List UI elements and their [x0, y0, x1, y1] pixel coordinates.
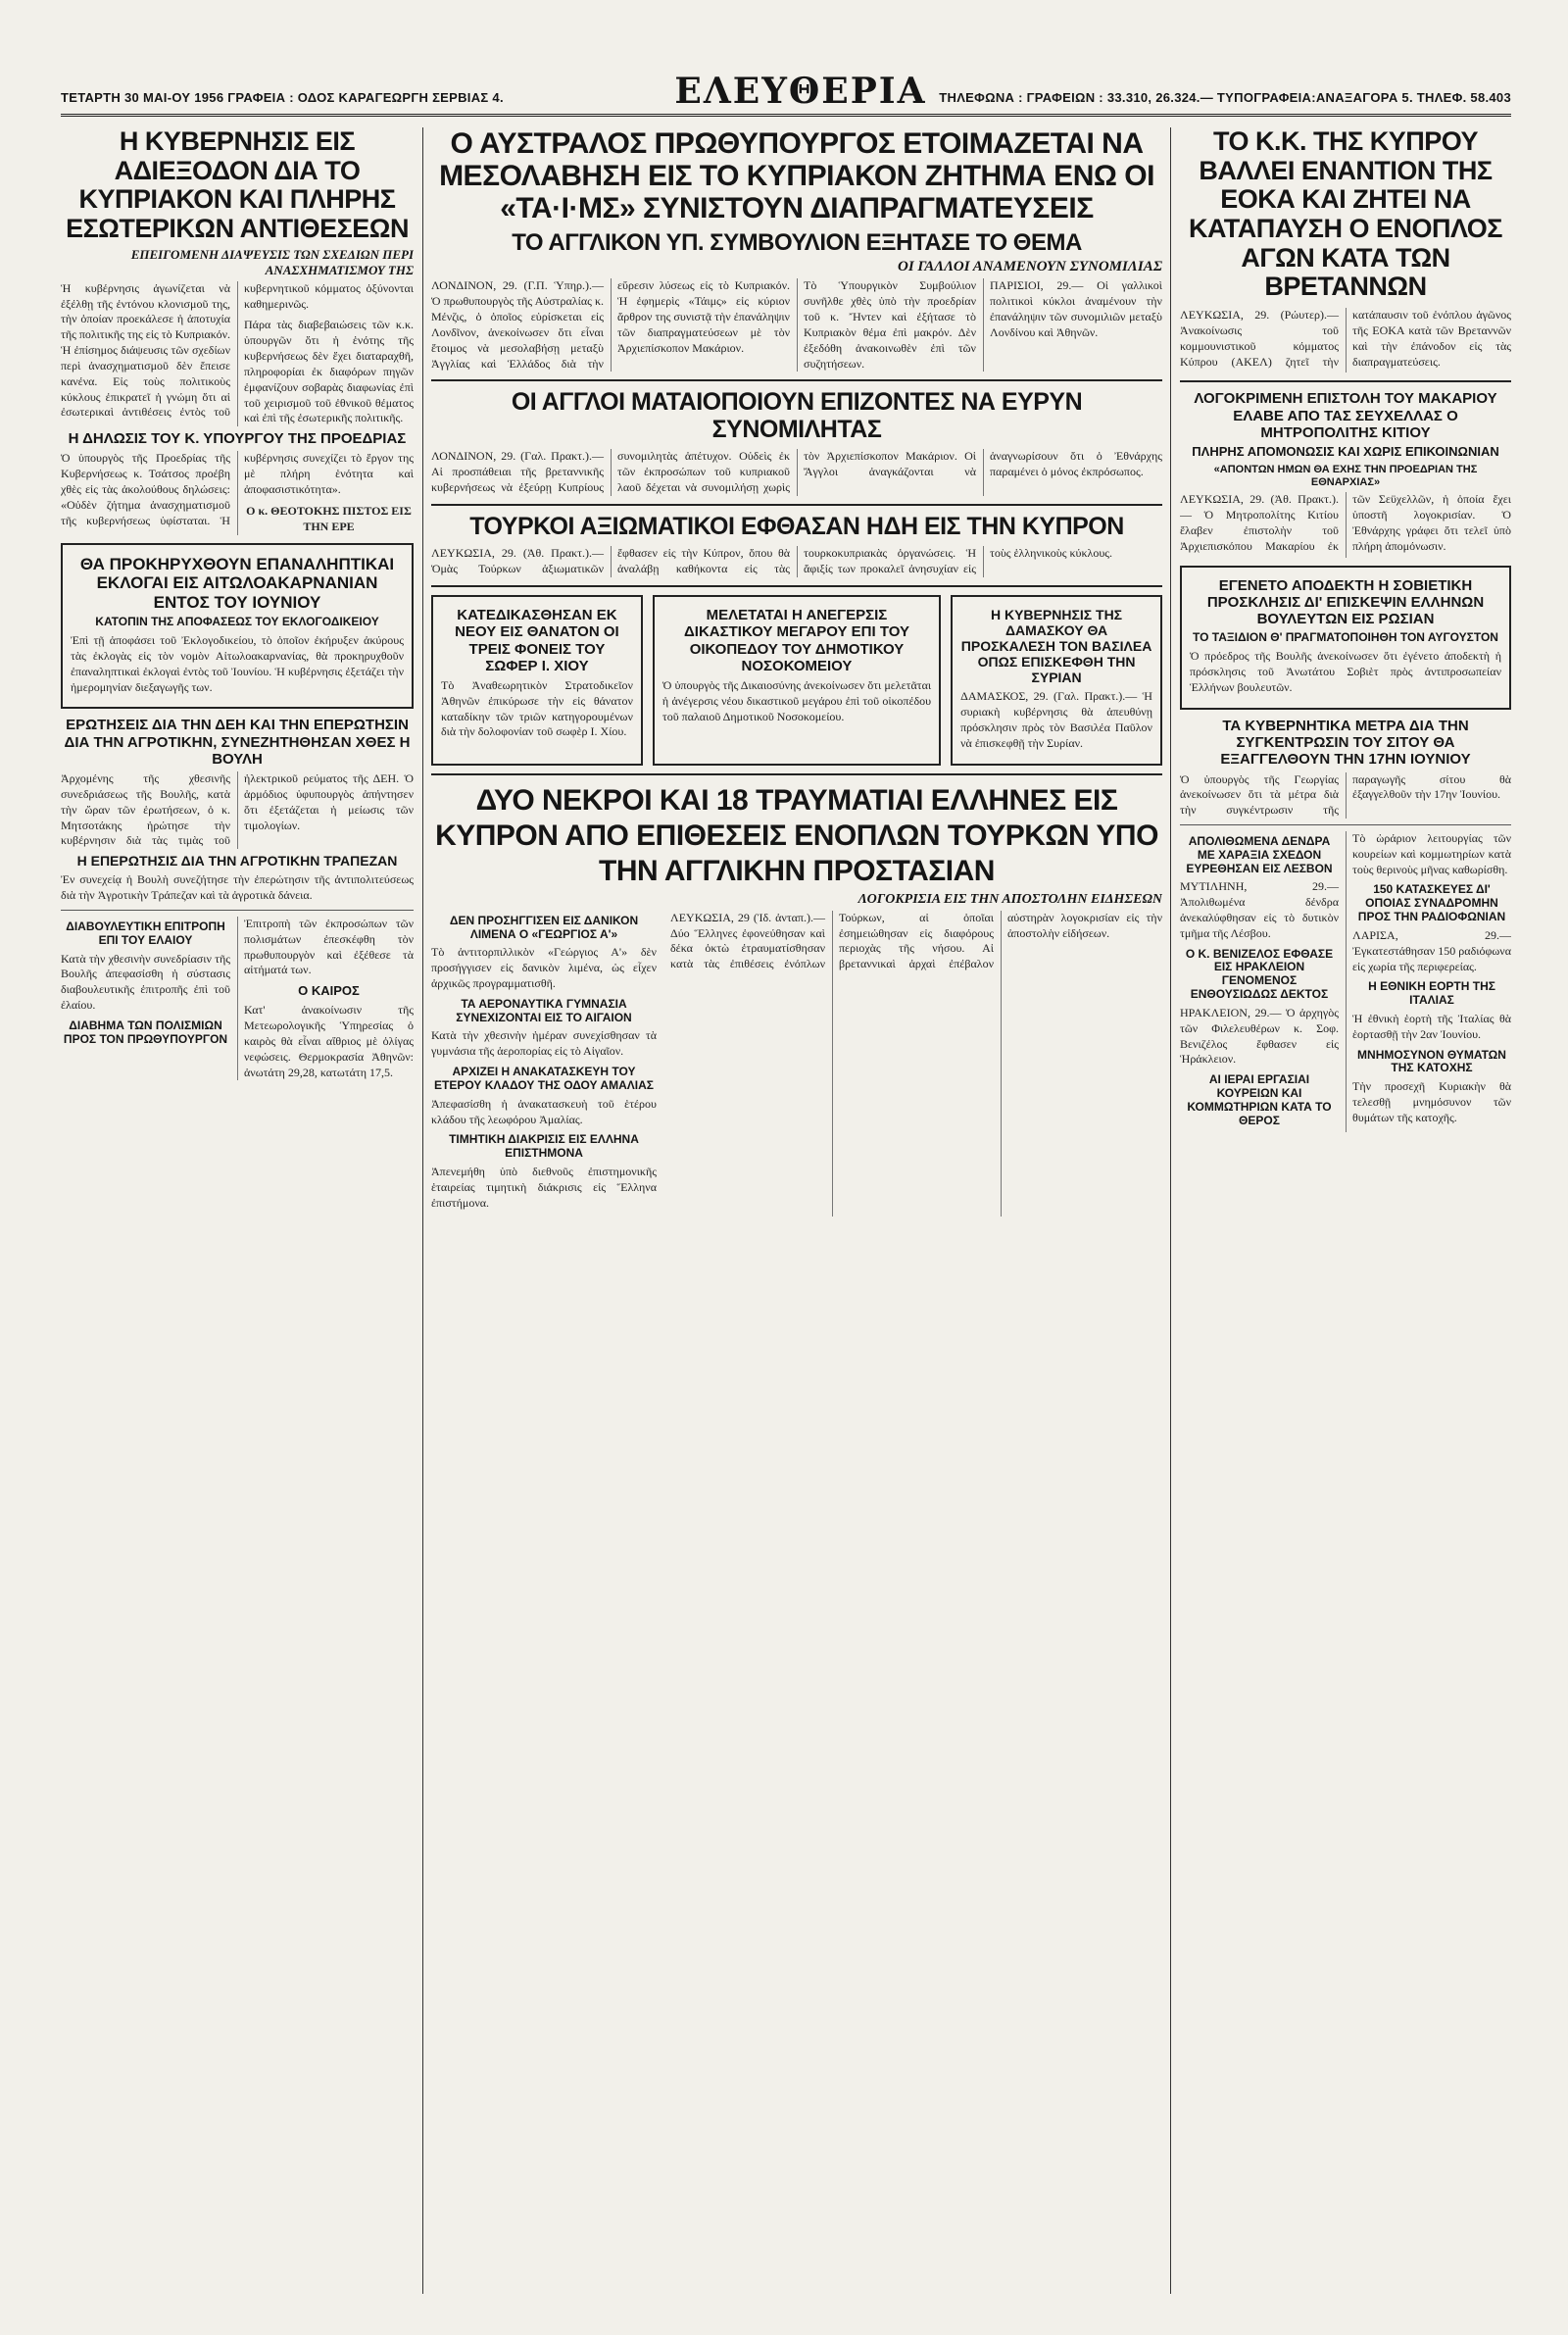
wheat-measures-title: ΤΑ ΚΥΒΕΡΝΗΤΙΚΑ ΜΕΤΡΑ ΔΙΑ ΤΗΝ ΣΥΓΚΕΝΤΡΩΣΙΝ ΤΟΥ ΣΙΤΟΥ ΘΑ ΕΞΑΓΓΕΛΘΟΥΝ ΤΗΝ 17ΗΝ ΙΟΥΝΙΟΥ — [1220, 717, 1471, 769]
turkish-officers-headline: ΤΟΥΡΚΟΙ ΑΞΙΩΜΑΤΙΚΟΙ ΕΦΘΑΣΑΝ ΗΔΗ ΕΙΣ ΤΗΝ ΚΥΠΡΟΝ — [469, 512, 1124, 540]
brief-title: 150 ΚΑΤΑΣΚΕΥΕΣ ΔΙ' ΟΠΟΙΑΣ ΣΥΝΑΔΡΟΜΗΝ ΠΡΟΣ ΤΗΝ ΡΑΔΙΟΦΩΝΙΑΝ — [1357, 882, 1506, 924]
right-paragraph: ΛΕΥΚΩΣΙΑ, 29. (Ἀθ. Πρακτ.).— Ὁ Μητροπολίτης Κιτίου ἔλαβεν ἐπιστολὴν τοῦ Ἀρχιεπισκόπου Μακαρίου ἐκ τῶν Σεϋχελλῶν, ἡ ὁποία ἔχει ὑποστῆ λογοκρισίαν. Ὁ Ἐθνάρχης γράφει ὅτι τελεῖ ὑπὸ πλήρη ἀπομόνωσιν. — [1180, 492, 1511, 553]
left-subhead: ΕΠΕΙΓΟΜΕΝΗ ΔΙΑΨΕΥΣΙΣ ΤΩΝ ΣΧΕΔΙΩΝ ΠΕΡΙ ΑΝΑΣΧΗΜΑΤΙΣΜΟΥ ΤΗΣ — [130, 246, 414, 277]
right-article-body — [1180, 308, 1511, 373]
brief-body: ΛΑΡΙΣΑ, 29.— Ἐγκατεστάθησαν 150 ραδιόφωνα εἰς χωρία τῆς περιφερείας. — [1352, 927, 1511, 973]
british-body — [431, 449, 1162, 495]
brief-title: ΜΝΗΜΟΣΥΝΟΝ ΘΥΜΑΤΩΝ ΤΗΣ ΚΑΤΟΧΗΣ — [1357, 1047, 1506, 1075]
left-column — [61, 127, 414, 2294]
weather-title: Ο ΚΑΙΡΟΣ — [298, 983, 360, 999]
center-paragraph: ΛΟΝΔΙΝΟΝ, 29. (Γαλ. Πρακτ.).— Αἱ προσπάθειαι τῆς βρεταννικῆς κυβερνήσεως νὰ ἐξεύρῃ Κυπρίους συνομιλητὰς ἀπέτυχον. Οὐδεὶς ἐκ τῶν ἐκπροσώπων τοῦ κυπριακοῦ λαοῦ δέχεται νὰ συνομιλήσῃ χωρὶς τὸν Ἀρχιεπίσκοπον Μακάριον. Οἱ Ἄγγλοι ἀναγκάζονται νὰ ἀναγνωρίσουν ὅτι ὁ Ἐθνάρχης παραμένει ὁ μόνος ἐκπρόσωπος. — [431, 449, 1162, 495]
brief-body: Τὴν προσεχῆ Κυριακὴν θὰ τελεσθῇ μνημόσυνον τῶν θυμάτων τῆς κατοχῆς. — [1352, 1079, 1511, 1124]
casualties-body — [670, 911, 1162, 1217]
courthouse-box — [653, 595, 941, 766]
center-briefs — [431, 911, 657, 1217]
divider — [1180, 380, 1511, 382]
brief-body: Κατὰ τὴν χθεσινὴν ἡμέραν συνεχίσθησαν τὰ γυμνάσια τῆς ἀεροπορίας εἰς τὸ Αἰγαῖον. — [431, 1028, 657, 1059]
main-kicker: ΟΙ ΓΑΛΛΟΙ ΑΝΑΜΕΝΟΥΝ ΣΥΝΟΜΙΛΙΑΣ — [898, 259, 1162, 275]
right-headline: ΤΟ Κ.Κ. ΤΗΣ ΚΥΠΡΟΥ ΒΑΛΛΕΙ ΕΝΑΝΤΙΟΝ ΤΗΣ ΕΟΚΑ ΚΑΙ ΖΗΤΕΙ ΝΑ ΚΑΤΑΠΑΥΣΗ Ο ΕΝΟΠΛΟΣ ΑΓΩΝ ΚΑΤΑ ΤΩΝ ΒΡΕΤΑΝΝΩΝ — [1189, 127, 1502, 302]
damascus-box — [951, 595, 1162, 766]
brief-title: ΔΕΝ ΠΡΟΣΗΓΓΙΣΕΝ ΕΙΣ ΔΑΝΙΚΟΝ ΛΙΜΕΝΑ Ο «ΓΕΩΡΓΙΟΣ Α'» — [449, 913, 639, 941]
left-section-sign: Ο κ. ΘΕΟΤΟΚΗΣ ΠΙΣΤΟΣ ΕΙΣ ΤΗΝ ΕΡΕ — [246, 503, 412, 533]
right-column — [1180, 127, 1511, 2294]
casualties-headline: ΔΥΟ ΝΕΚΡΟΙ ΚΑΙ 18 ΤΡΑΥΜΑΤΙΑΙ ΕΛΛΗΝΕΣ ΕΙΣ ΚΥΠΡΟΝ ΑΠΟ ΕΠΙΘΕΣΕΙΣ ΕΝΟΠΛΩΝ ΤΟΥΡΚΩΝ ΥΠΟ ΤΗΝ ΑΓΓΛΙΚΗΝ ΠΡΟΣΤΑΣΙΑΝ — [435, 783, 1158, 887]
brief-title: ΔΙΑΒΗΜΑ ΤΩΝ ΠΟΛΙΣΜΙΩΝ ΠΡΟΣ ΤΟΝ ΠΡΩΘΥΠΟΥΡΓΟΝ — [63, 1018, 228, 1046]
british-headline: ΟΙ ΑΓΓΛΟΙ ΜΑΤΑΙΟΠΟΙΟΥΝ ΕΠΙΖΟΝΤΕΣ ΝΑ ΕΥΡΥΝ ΣΥΝΟΜΙΛΗΤΑΣ — [511, 388, 1083, 443]
divider — [431, 585, 1162, 587]
brief-title: ΑΠΟΛΙΘΩΜΕΝΑ ΔΕΝΔΡΑ ΜΕ ΧΑΡΑΞΙΑ ΣΧΕΔΟΝ ΕΥΡΕΘΗΣΑΝ ΕΙΣ ΛΕΣΒΟΝ — [1186, 833, 1333, 875]
brief-title: Ο Κ. ΒΕΝΙΖΕΛΟΣ ΕΦΘΑΣΕ ΕΙΣ ΗΡΑΚΛΕΙΟΝ ΓΕΝΟΜΕΝΟΣ ΕΝΘΟΥΣΙΩΔΩΣ ΔΕΚΤΟΣ — [1185, 946, 1334, 1002]
masthead-phones: ΤΗΛΕΦΩΝΑ : ΓΡΑΦΕΙΩΝ : 33.310, 26.324.— ΤΥΠΟΓΡΑΦΕΙΑ:ΑΝΑΞΑΓΟΡΑ 5. ΤΗΛΕΦ. 58.403 — [939, 90, 1511, 105]
divider — [61, 910, 414, 911]
parliament-body — [61, 771, 414, 849]
damascus-title: Η ΚΥΒΕΡΝΗΣΙΣ ΤΗΣ ΔΑΜΑΣΚΟΥ ΘΑ ΠΡΟΣΚΑΛΕΣΗ ΤΟΝ ΒΑΣΙΛΕΑ ΟΠΩΣ ΕΠΙΣΚΕΦΘΗ ΤΗΝ ΣΥΡΙΑΝ — [960, 607, 1152, 686]
center-column — [431, 127, 1162, 2294]
left-paragraph: Ἡ κυβέρνησις ἀγωνίζεται νὰ ἐξέλθῃ τῆς ἐντόνου κλονισμοῦ της, τὴν ὁποίαν προεκάλεσε ἡ ἀποτυχία τῆς πολιτικῆς της εἰς τὸ Κυπριακόν. Ἡ ἐπίσημος διάψευσις τῶν σχεδίων περὶ ἀνασχηματισμοῦ δὲν ἔπεισε κανένα. Εἰς τοὺς πολιτικοὺς κύκλους ἐπικρατεῖ ἡ γνώμη ὅτι αἱ ἐσωτερικαὶ ἀντιθέσεις ἐντὸς τοῦ κυβερνητικοῦ κόμματος ὀξύνονται καθημερινῶς. — [61, 280, 414, 420]
brief-title: Η ΕΘΝΙΚΗ ΕΟΡΤΗ ΤΗΣ ΙΤΑΛΙΑΣ — [1368, 979, 1495, 1008]
agrotiki-title: Η ΕΠΕΡΩΤΗΣΙΣ ΔΙΑ ΤΗΝ ΑΓΡΟΤΙΚΗΝ ΤΡΑΠΕΖΑΝ — [76, 853, 398, 869]
parliament-title: ΕΡΩΤΗΣΕΙΣ ΔΙΑ ΤΗΝ ΔΕΗ ΚΑΙ ΤΗΝ ΕΠΕΡΩΤΗΣΙΝ ΔΙΑ ΤΗΝ ΑΓΡΟΤΙΚΗΝ, ΣΥΝΕΖΗΤΗΘΗΣΑΝ ΧΘΕΣ Η ΒΟΥΛΗ — [64, 717, 411, 768]
center-box-row — [431, 595, 1162, 766]
brief-title: ΤΑ ΑΕΡΟΝΑΥΤΙΚΑ ΓΥΜΝΑΣΙΑ ΣΥΝΕΧΙΖΟΝΤΑΙ ΕΙΣ ΤΟ ΑΙΓΑΙΟΝ — [456, 996, 632, 1024]
column-rule — [1170, 127, 1171, 2294]
divider — [431, 504, 1162, 506]
casualties-kicker: ΛΟΓΟΚΡΙΣΙΑ ΕΙΣ ΤΗΝ ΑΠΟΣΤΟΛΗΝ ΕΙΔΗΣΕΩΝ — [858, 891, 1162, 907]
divider — [1180, 824, 1511, 825]
left-paragraph: Ὁ ὑπουργὸς τῆς Προεδρίας τῆς Κυβερνήσεως κ. Τσάτσος προέβη χθὲς εἰς τὰς ἀκολούθους δηλώσεις: «Οὐδὲν ζήτημα ἀνασχηματισμοῦ τῆς κυβερνήσεως ὑφίσταται. Ἡ κυβέρνησις συνεχίζει τὸ ἔργον της μὲ πλήρη ἑνότητα καὶ ἀποφασιστικότητα». — [61, 451, 414, 527]
courthouse-title: ΜΕΛΕΤΑΤΑΙ Η ΑΝΕΓΕΡΣΙΣ ΔΙΚΑΣΤΙΚΟΥ ΜΕΓΑΡΟΥ ΕΠΙ ΤΟΥ ΟΙΚΟΠΕΔΟΥ ΤΟΥ ΔΗΜΟΤΙΚΟΥ ΝΟΣΟΚΟΜΕΙΟΥ — [684, 607, 909, 674]
damascus-body: ΔΑΜΑΣΚΟΣ, 29. (Γαλ. Πρακτ.).— Ἡ συριακὴ κυβέρνησις θὰ ἀπευθύνῃ πρόσκλησιν πρὸς τὸν Βασιλέα Παῦλον νὰ ἐπισκεφθῇ τὴν Συρίαν. — [960, 689, 1152, 750]
newspaper-title: ΕΛΕΥΘΕΡΙΑ — [674, 71, 927, 112]
main-headline: Ο ΑΥΣΤΡΑΛΟΣ ΠΡΩΘΥΠΟΥΡΓΟΣ ΕΤΟΙΜΑΖΕΤΑΙ ΝΑ ΜΕΣΟΛΑΒΗΣΗ ΕΙΣ ΤΟ ΚΥΠΡΙΑΚΟΝ ΖΗΤΗΜΑ ΕΝΩ ΟΙ «ΤΑ·Ι·ΜΣ» ΣΥΝΙΣΤΟΥΝ ΔΙΑΠΡΑΓΜΑΤΕΥΣΕΙΣ — [439, 127, 1154, 224]
center-paragraph: ΛΕΥΚΩΣΙΑ, 29. (Ἀθ. Πρακτ.).— Ὁμὰς Τούρκων ἀξιωματικῶν ἔφθασεν εἰς τὴν Κύπρον, ὅπου θὰ ἀναλάβῃ καθήκοντα εἰς τὰς τουρκοκυπριακὰς ὀργανώσεις. Ἡ ἄφιξίς των προκαλεῖ ἀνησυχίαν εἰς τοὺς ἑλληνικοὺς κύκλους. — [431, 546, 1113, 576]
brief-body: Ἀπενεμήθη ὑπὸ διεθνοῦς ἐπιστημονικῆς ἑταιρείας τιμητικὴ διάκρισις εἰς Ἕλληνα ἐπιστήμονα. — [431, 1164, 657, 1210]
death-sentence-box — [431, 595, 643, 766]
right-paragraph: Ὁ ὑπουργὸς τῆς Γεωργίας ἀνεκοίνωσεν ὅτι τὰ μέτρα διὰ τὴν συγκέντρωσιν τῆς παραγωγῆς σίτου θὰ ἐξαγγελθοῦν τὴν 17ην Ἰουνίου. — [1180, 771, 1511, 818]
brief-body: Ἀπεφασίσθη ἡ ἀνακατασκευὴ τοῦ ἑτέρου κλάδου τῆς λεωφόρου Ἀμαλίας. — [431, 1096, 657, 1126]
brief-body: ΜΥΤΙΛΗΝΗ, 29.— Ἀπολιθωμένα δένδρα ἀνεκαλύφθησαν εἰς τὸ δυτικὸν τμῆμα τῆς Λέσβου. — [1180, 879, 1339, 940]
wheat-measures-body — [1180, 772, 1511, 819]
courthouse-body: Ὁ ὑπουργὸς τῆς Δικαιοσύνης ἀνεκοίνωσεν ὅτι μελετᾶται ἡ ἀνέγερσις νέου δικαστικοῦ μεγάρου ἐπὶ τοῦ οἰκοπέδου τοῦ παλαιοῦ Δημοτικοῦ Νοσοκομείου. — [662, 678, 932, 723]
death-sentence-title: ΚΑΤΕΔΙΚΑΣΘΗΣΑΝ ΕΚ ΝΕΟΥ ΕΙΣ ΘΑΝΑΤΟΝ ΟΙ ΤΡΕΙΣ ΦΟΝΕΙΣ ΤΟΥ ΣΩΦΕΡ Ι. ΧΙΟΥ — [455, 607, 619, 674]
brief-body: Κατὰ τὴν χθεσινὴν συνεδρίασιν τῆς Βουλῆς ἀπεφασίσθη ἡ σύστασις διαβουλευτικῆς ἐπιτροπῆς ἐπὶ τοῦ ἐλαίου. — [61, 951, 230, 1013]
soviet-invitation-box — [1180, 566, 1511, 710]
weather-body: Κατ' ἀνακοίνωσιν τῆς Μετεωρολογικῆς Ὑπηρεσίας ὁ καιρὸς θὰ εἶναι αἴθριος μὲ ὀλίγας νεφώσεις. Θερμοκρασία Ἀθηνῶν: ἀνωτάτη 29,28, κατωτάτη 17,5. — [244, 1003, 414, 1079]
left-section-title: Η ΔΗΛΩΣΙΣ ΤΟΥ Κ. ΥΠΟΥΡΓΟΥ ΤΗΣ ΠΡΟΕΔΡΙΑΣ — [68, 430, 407, 448]
makarios-letter-kicker: «ΑΠΟΝΤΩΝ ΗΜΩΝ ΘΑ ΕΧΗΣ ΤΗΝ ΠΡΟΕΔΡΙΑΝ ΤΗΣ ΕΘΝΑΡΧΙΑΣ» — [1213, 464, 1478, 488]
death-sentence-body: Τὸ Ἀναθεωρητικὸν Στρατοδικεῖον Ἀθηνῶν ἐπικύρωσε τὴν εἰς θάνατον καταδίκην τῶν τριῶν κατηγορουμένων διὰ τὴν δολοφονίαν τοῦ σωφὲρ Ι. Χίου. — [441, 678, 633, 739]
elections-body: Ἐπὶ τῇ ἀποφάσει τοῦ Ἐκλογοδικείου, τὸ ὁποῖον ἐκήρυξεν ἀκύρους τὰς ἐκλογὰς εἰς τὸν νομὸν Αἰτωλοακαρνανίας, θὰ προκηρυχθοῦν ἐπαναληπτικαὶ ἐκλογαὶ ἐντὸς τοῦ Ἰουνίου. Ἡ κυβέρνησις ἐξετάζει τὴν ἡμερομηνίαν διεξαγωγῆς των. — [71, 633, 404, 694]
left-briefs — [61, 917, 414, 1080]
column-rule — [422, 127, 423, 2294]
makarios-letter-body — [1180, 492, 1511, 557]
soviet-invitation-body: Ὁ πρόεδρος τῆς Βουλῆς ἀνεκοίνωσεν ὅτι ἐγένετο ἀποδεκτὴ ἡ πρόσκλησις τοῦ Ἀνωτάτου Σοβιὲτ πρὸς ἀντιπροσωπείαν Ἑλλήνων βουλευτῶν. — [1190, 649, 1501, 694]
left-article-body — [61, 281, 414, 426]
brief-title: ΔΙΑΒΟΥΛΕΥΤΙΚΗ ΕΠΙΤΡΟΠΗ ΕΠΙ ΤΟΥ ΕΛΑΙΟΥ — [66, 919, 225, 947]
center-paragraph: ΠΑΡΙΣΙΟΙ, 29.— Οἱ γαλλικοὶ πολιτικοὶ κύκλοι ἀναμένουν τὴν ἐπανάληψιν τῶν συνομιλιῶν μεταξὺ Λονδίνου καὶ Ἀθηνῶν. — [990, 278, 1162, 339]
divider — [431, 773, 1162, 775]
elections-box — [61, 543, 414, 710]
brief-body: ΗΡΑΚΛΕΙΟΝ, 29.— Ὁ ἀρχηγὸς τῶν Φιλελευθέρων κ. Σοφ. Βενιζέλος ἔφθασεν εἰς Ἡράκλειον. — [1180, 1005, 1339, 1067]
center-bottom-row — [431, 911, 1162, 1217]
main-subhead: ΤΟ ΑΓΓΛΙΚΟΝ ΥΠ. ΣΥΜΒΟΥΛΙΟΝ ΕΞΗΤΑΣΕ ΤΟ ΘΕΜΑ — [512, 229, 1082, 256]
center-paragraph: Τὸ Ὑπουργικὸν Συμβούλιον συνῆλθε χθὲς ὑπὸ τὴν προεδρίαν τοῦ κ. Ἤντεν καὶ ἐξήτασε τὸ Κυπριακὸν θέμα ἐπὶ μακρόν. Δὲν ἐξεδόθη ἀνακοινωθὲν ἐπὶ τῶν συζητήσεων. — [804, 278, 976, 371]
main-article-body — [431, 278, 1162, 372]
makarios-letter-subtitle: ΠΛΗΡΗΣ ΑΠΟΜΟΝΩΣΙΣ ΚΑΙ ΧΩΡΙΣ ΕΠΙΚΟΙΝΩΝΙΑΝ — [1192, 444, 1499, 460]
brief-body: Ἡ ἐθνικὴ ἑορτὴ τῆς Ἰταλίας θὰ ἑορτασθῇ τὴν 2αν Ἰουνίου. — [1352, 1011, 1511, 1041]
center-paragraph: ΛΟΝΔΙΝΟΝ, 29. (Γ.Π. Ὑπηρ.).— Ὁ πρωθυπουργὸς τῆς Αὐστραλίας κ. Μένζις, ὁ ὁποῖος εὑρίσκεται εἰς Λονδῖνον, ἀνεκοίνωσεν ὅτι εἶναι ἕτοιμος νὰ μεσολαβήσῃ μεταξὺ Ἀγγλίας καὶ Ἑλλάδος διὰ τὴν εὕρεσιν λύσεως εἰς τὸ Κυπριακόν. Ἡ ἐφημερὶς «Τάιμς» εἰς κύριον ἄρθρον της συνιστᾷ τὴν ἐπανάληψιν τῶν διαπραγματεύσεων μὲ τὸν Ἀρχιεπίσκοπον Μακάριον. — [431, 278, 790, 371]
brief-body: Τὸ ἀντιτορπιλλικὸν «Γεώργιος Α'» δὲν προσήγγισεν εἰς δανικὸν λιμένα, ὡς εἶχεν ἀρχικῶς προγραμματισθῆ. — [431, 945, 657, 991]
right-paragraph: ΛΕΥΚΩΣΙΑ, 29. (Ρώυτερ).— Ἀνακοίνωσις τοῦ κομμουνιστικοῦ κόμματος Κύπρου (ΑΚΕΛ) ζητεῖ τὴν κατάπαυσιν τοῦ ἐνόπλου ἀγῶνος τῆς ΕΟΚΑ κατὰ τῶν Βρεταννῶν καὶ τὴν ἐπάνοδον εἰς τὰς διαπραγματεύσεις. — [1180, 308, 1511, 369]
elections-title: ΘΑ ΠΡΟΚΗΡΥΧΘΟΥΝ ΕΠΑΝΑΛΗΠΤΙΚΑΙ ΕΚΛΟΓΑΙ ΕΙΣ ΑΙΤΩΛΟΑΚΑΡΝΑΝΙΑΝ ΕΝΤΟΣ ΤΟΥ ΙΟΥΝΙΟΥ — [79, 554, 395, 612]
left-headline: Η ΚΥΒΕΡΝΗΣΙΣ ΕΙΣ ΑΔΙΕΞΟΔΟΝ ΔΙΑ ΤΟ ΚΥΠΡΙΑΚΟΝ ΚΑΙ ΠΛΗΡΗΣ ΕΣΩΤΕΡΙΚΩΝ ΑΝΤΙΘΕΣΕΩΝ — [66, 127, 409, 244]
masthead — [61, 69, 1511, 117]
brief-body: Ἐπιτροπὴ τῶν ἐκπροσώπων τῶν πολισμάτων ἐπεσκέφθη τὸν πρωθυπουργὸν καὶ ἐξέθεσε τὰ αἰτήματά των. — [244, 916, 414, 977]
brief-title: ΑΡΧΙΖΕΙ Η ΑΝΑΚΑΤΑΣΚΕΥΗ ΤΟΥ ΕΤΕΡΟΥ ΚΛΑΔΟΥ ΤΗΣ ΟΔΟΥ ΑΜΑΛΙΑΣ — [434, 1065, 654, 1092]
brief-title: ΑΙ ΙΕΡΑΙ ΕΡΓΑΣΙΑΙ ΚΟΥΡΕΙΩΝ ΚΑΙ ΚΟΜΜΩΤΗΡΙΩΝ ΚΑΤΑ ΤΟ ΘΕΡΟΣ — [1187, 1072, 1332, 1127]
soviet-invitation-title: ΕΓΕΝΕΤΟ ΑΠΟΔΕΚΤΗ Η ΣΟΒΙΕΤΙΚΗ ΠΡΟΣΚΛΗΣΙΣ ΔΙ' ΕΠΙΣΚΕΨΙΝ ΕΛΛΗΝΩΝ ΒΟΥΛΕΥΤΩΝ ΕΙΣ ΡΩΣΙΑΝ — [1206, 576, 1485, 628]
left-paragraph: Ἀρχομένης τῆς χθεσινῆς συνεδριάσεως τῆς Βουλῆς, κατὰ τὴν ὥραν τῶν ἐρωτήσεων, ὁ κ. Μητσοτάκης ἠρώτησε τὴν κυβέρνησιν διὰ τὰς τιμὰς τοῦ ἠλεκτρικοῦ ρεύματος τῆς ΔΕΗ. Ὁ ἁρμόδιος ὑφυπουργὸς ἀπήντησεν ὅτι ἐξετάζεται ἡ μείωσις τῶν τιμολογίων. — [61, 771, 414, 848]
left-section-body — [61, 451, 414, 534]
soviet-invitation-subtitle: ΤΟ ΤΑΞΙΔΙΟΝ Θ' ΠΡΑΓΜΑΤΟΠΟΙΗΘΗ ΤΟΝ ΑΥΓΟΥΣΤΟΝ — [1193, 630, 1498, 645]
brief-body: Τὸ ὡράριον λειτουργίας τῶν κουρείων καὶ κομμωτηρίων κατὰ τοὺς θερινοὺς μῆνας καθωρίσθη. — [1352, 830, 1511, 876]
elections-subtitle: ΚΑΤΟΠΙΝ ΤΗΣ ΑΠΟΦΑΣΕΩΣ ΤΟΥ ΕΚΛΟΓΟΔΙΚΕΙΟΥ — [95, 615, 379, 629]
agrotiki-body: Ἐν συνεχείᾳ ἡ Βουλὴ συνεζήτησε τὴν ἐπερώτησιν τῆς ἀντιπολιτεύσεως διὰ τὴν Ἀγροτικὴν Τράπεζαν καὶ τὰ ἀγροτικὰ δάνεια. — [61, 872, 414, 903]
center-paragraph: ΛΕΥΚΩΣΙΑ, 29 (Ἰδ. ἀνταπ.).— Δύο Ἕλληνες ἐφονεύθησαν καὶ δέκα ὀκτὼ ἐτραυματίσθησαν κατὰ τὰς ἐπιθέσεις ἐνόπλων Τούρκων, αἱ ὁποῖαι ἐσημειώθησαν εἰς διαφόρους περιοχὰς τῆς νήσου. Αἱ βρεταννικαὶ ἀρχαὶ ἐπέβαλον αὐστηρὰν λογοκρισίαν εἰς τὴν ἀποστολὴν εἰδήσεων. — [670, 910, 1162, 971]
makarios-letter-title: ΛΟΓΟΚΡΙΜΕΝΗ ΕΠΙΣΤΟΛΗ ΤΟΥ ΜΑΚΑΡΙΟΥ ΕΛΑΒΕ ΑΠΟ ΤΑΣ ΣΕΥΧΕΛΛΑΣ Ο ΜΗΤΡΟΠΟΛΙΤΗΣ ΚΙΤΙΟΥ — [1194, 390, 1497, 441]
divider — [431, 379, 1162, 381]
turkish-officers-body — [431, 546, 1162, 577]
brief-title: ΤΙΜΗΤΙΚΗ ΔΙΑΚΡΙΣΙΣ ΕΙΣ ΕΛΛΗΝΑ ΕΠΙΣΤΗΜΟΝΑ — [449, 1132, 639, 1161]
left-paragraph: Πάρα τὰς διαβεβαιώσεις τῶν κ.κ. ὑπουργῶν ὅτι ἡ ἑνότης τῆς κυβερνήσεως δὲν ἔχει διαταραχθῆ, πληροφορίαι ἐκ διαφόρων πηγῶν ἐμφανίζουν σοβαρὰς διαφωνίας ἐπὶ τοῦ χειρισμοῦ τοῦ ἐθνικοῦ θέματος καὶ ἐπὶ τῆς ἐσωτερικῆς πολιτικῆς. — [244, 318, 414, 425]
newspaper-page — [61, 69, 1511, 2304]
masthead-date-address: ΤΕΤΑΡΤΗ 30 ΜΑΙ-ΟΥ 1956 ΓΡΑΦΕΙΑ : ΟΔΟΣ ΚΑΡΑΓΕΩΡΓΗ ΣΕΡΒΙΑΣ 4. — [61, 90, 504, 105]
right-briefs — [1180, 831, 1511, 1132]
